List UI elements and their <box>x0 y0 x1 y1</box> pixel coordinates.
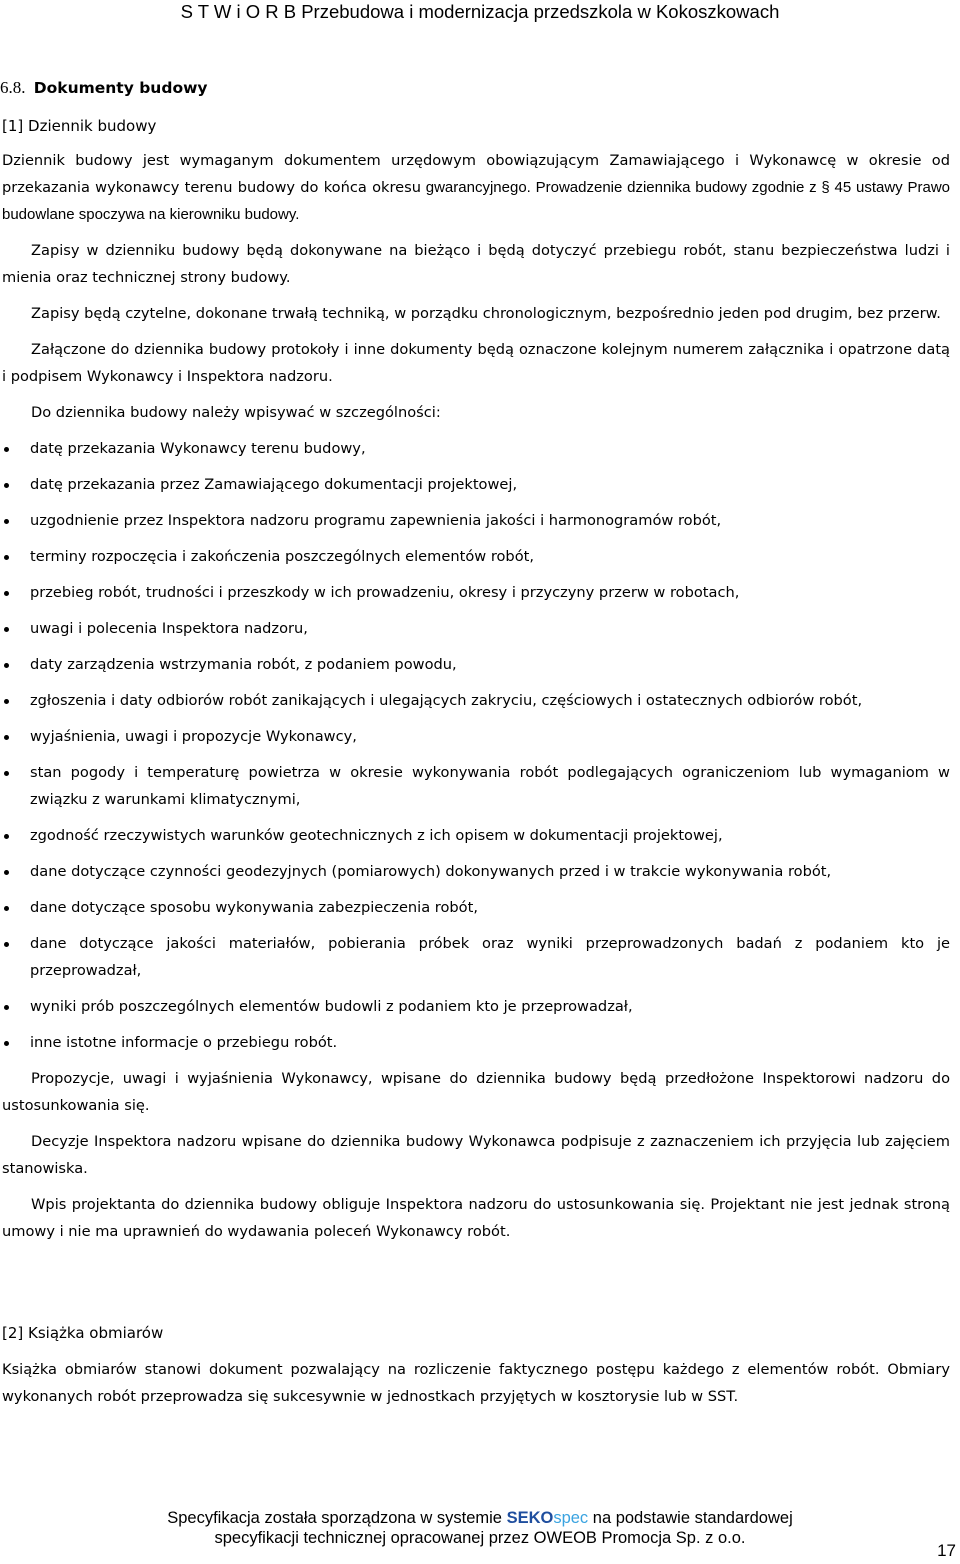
paragraph: Książka obmiarów stanowi dokument pozwalający na rozliczenie faktycznego postępu każdego z elementów robót. Obmiary wykonanych robót przeprowadza się sukcesywnie w jednostkach przyjętych w kosztorysie lub w SST. <box>2 1361 950 1405</box>
list-item: stan pogody i temperaturę powietrza w okresie wykonywania robót podlegających ograniczeniom lub wymaganiom w związku z warunkami klimatycznymi, <box>2 759 950 813</box>
paragraph-text: gwarancyjnego. Prowadzenie dziennika budowy zgodnie z § 45 ustawy Prawo budowlane spoczywa na kierowniku budowy. <box>2 179 950 223</box>
list-item: dane dotyczące czynności geodezyjnych (pomiarowych) dokonywanych przed i w trakcie wykonywania robót, <box>2 858 950 885</box>
list-item: inne istotne informacje o przebiegu robót. <box>2 1029 950 1056</box>
section-heading <box>0 76 208 100</box>
paragraph: Propozycje, uwagi i wyjaśnienia Wykonawcy, wpisane do dziennika budowy będą przedłożone Inspektorowi nadzoru do ustosunkowania się. <box>2 1070 950 1114</box>
list-item: datę przekazania Wykonawcy terenu budowy, <box>2 435 950 462</box>
list-item: zgodność rzeczywistych warunków geotechnicznych z ich opisem w dokumentacji projektowej, <box>2 822 950 849</box>
subsection-title-diary: [1] Dziennik budowy <box>2 117 157 135</box>
footer-text: na podstawie standardowej <box>588 1509 793 1527</box>
page-number: 17 <box>937 1541 956 1560</box>
page-header: S T W i O R B Przebudowa i modernizacja przedszkola w Kokoszkowach <box>180 1 780 22</box>
list-item: daty zarządzenia wstrzymania robót, z podaniem powodu, <box>2 651 950 678</box>
list-item: uwagi i polecenia Inspektora nadzoru, <box>2 615 950 642</box>
list-item: zgłoszenia i daty odbiorów robót zanikających i ulegających zakryciu, częściowych i ostatecznych odbiorów robót, <box>2 687 950 714</box>
paragraph: Zapisy w dzienniku budowy będą dokonywane na bieżąco i będą dotyczyć przebiegu robót, stanu bezpieczeństwa ludzi i mienia oraz technicznej strony budowy. <box>2 242 950 286</box>
section-number: 6.8. <box>0 78 26 97</box>
list-item: uzgodnienie przez Inspektora nadzoru programu zapewnienia jakości i harmonogramów robót, <box>2 507 950 534</box>
paragraph: Do dziennika budowy należy wpisywać w szczególności: <box>31 404 441 421</box>
diary-entries-list <box>2 435 950 1056</box>
measurements-content <box>2 1356 950 1410</box>
footer-brand: spec <box>553 1509 589 1527</box>
page-footer <box>0 1508 960 1548</box>
list-item: dane dotyczące sposobu wykonywania zabezpieczenia robót, <box>2 894 950 921</box>
list-item: przebieg robót, trudności i przeszkody w ich prowadzeniu, okresy i przyczyny przerw w robotach, <box>2 579 950 606</box>
paragraph: Zapisy będą czytelne, dokonane trwałą techniką, w porządku chronologicznym, bezpośrednio jeden pod drugim, bez przerw. <box>31 305 941 322</box>
list-item: datę przekazania przez Zamawiającego dokumentacji projektowej, <box>2 471 950 498</box>
subsection-title-measurements: [2] Książka obmiarów <box>2 1324 164 1342</box>
paragraph-text: Dziennik budowy jest wymaganym dokumentem urzędowym obowiązującym Zamawiającego i Wykonawcę w okresie od przekazania wykonawcy terenu budowy do końca okresu <box>2 152 950 196</box>
paragraph <box>2 147 950 228</box>
paragraph: Decyzje Inspektora nadzoru wpisane do dziennika budowy Wykonawca podpisuje z zaznaczeniem ich przyjęcia lub zajęciem stanowiska. <box>2 1133 950 1177</box>
section-title: Dokumenty budowy <box>33 79 208 97</box>
footer-line-2: specyfikacji technicznej opracowanej przez OWEOB Promocja Sp. z o.o. <box>214 1529 746 1547</box>
list-item: terminy rozpoczęcia i zakończenia poszczególnych elementów robót, <box>2 543 950 570</box>
footer-text: Specyfikacja została sporządzona w systemie <box>167 1509 507 1527</box>
list-item: wyjaśnienia, uwagi i propozycje Wykonawcy, <box>2 723 950 750</box>
paragraph: Wpis projektanta do dziennika budowy obliguje Inspektora nadzoru do ustosunkowania się. Projektant nie jest jednak stroną umowy i nie ma uprawnień do wydawania poleceń Wykonawcy robót. <box>2 1196 950 1240</box>
list-item: dane dotyczące jakości materiałów, pobierania próbek oraz wyniki przeprowadzonych badań z podaniem kto je przeprowadzał, <box>2 930 950 984</box>
diary-content <box>2 147 950 1245</box>
footer-brand: SEKO <box>506 1509 554 1527</box>
list-item: wyniki prób poszczególnych elementów budowli z podaniem kto je przeprowadzał, <box>2 993 950 1020</box>
paragraph: Załączone do dziennika budowy protokoły i inne dokumenty będą oznaczone kolejnym numerem załącznika i opatrzone datą i podpisem Wykonawcy i Inspektora nadzoru. <box>2 341 950 385</box>
footer-line-1 <box>0 1508 960 1528</box>
